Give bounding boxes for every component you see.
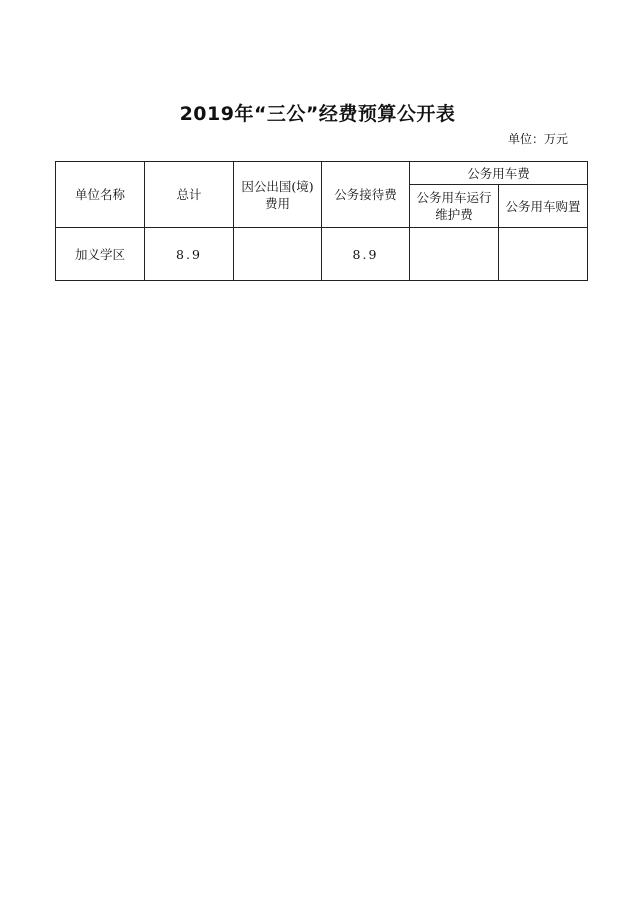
table-row — [56, 228, 588, 281]
cell-vehicle-maintenance — [410, 228, 499, 281]
budget-table — [55, 161, 588, 281]
cell-total: 8.9 — [145, 228, 234, 281]
header-vehicle-maintenance: 公务用车运行维护费 — [410, 185, 499, 228]
header-vehicle-purchase: 公务用车购置 — [499, 185, 588, 228]
header-reception: 公务接待费 — [322, 162, 410, 228]
cell-overseas — [234, 228, 322, 281]
page-title: 2019年“三公”经费预算公开表 — [179, 103, 456, 125]
header-total: 总计 — [145, 162, 234, 228]
header-unit-name: 单位名称 — [56, 162, 145, 228]
cell-reception: 8.9 — [322, 228, 410, 281]
header-vehicle: 公务用车费 — [410, 162, 588, 185]
cell-vehicle-purchase — [499, 228, 588, 281]
unit-label: 单位：万元 — [507, 132, 568, 146]
table-header-row — [56, 162, 588, 185]
cell-unit-name: 加义学区 — [56, 228, 145, 281]
header-overseas: 因公出国(境)费用 — [234, 162, 322, 228]
